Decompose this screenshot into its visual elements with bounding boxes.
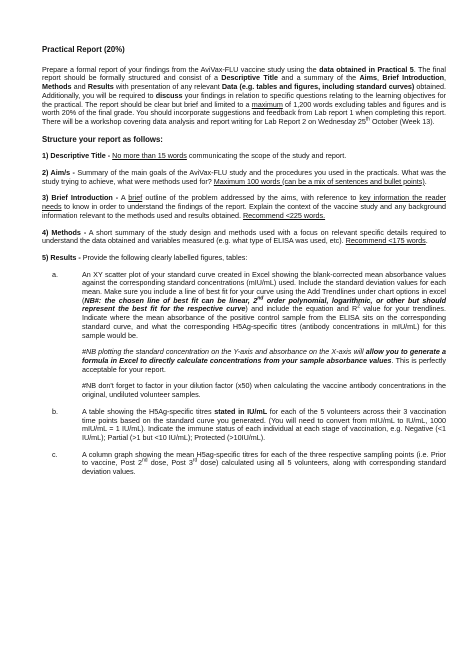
item-text: ) and include the equation and R — [245, 304, 358, 314]
section-underline: brief — [128, 193, 143, 203]
section-underline: Recommend <225 words. — [242, 210, 326, 220]
item-text: dose) calculated using all 5 volunteers, along with corresponding standard deviation values. — [82, 458, 447, 477]
item-superscript: nd — [257, 295, 264, 302]
intro-paragraph — [42, 66, 446, 127]
section-text: Summary of the main goals of the AviVax-FLU study and the procedures you used in the practicals. What was the study trying to achieve, what were methods used for? — [42, 168, 446, 186]
section-text: A — [118, 193, 129, 203]
section-underline: key information the reader needs — [42, 193, 447, 212]
item-text: dose, Post 3 — [147, 458, 193, 468]
section-text: communicating the scope of the study and report. — [186, 151, 347, 161]
note-text: . This is perfectly acceptable for your report. — [82, 355, 447, 374]
intro-text: October (Week 13). — [370, 116, 435, 126]
section-aims — [42, 169, 446, 186]
results-list — [42, 271, 446, 477]
section-text: . — [425, 236, 428, 246]
item-text: for each of the 5 volunteers across their 3 vaccination time points based on the standard curve you generated. (You will need to convert from mIU/mL to IU/mL, 1000 mIU/mL = 1 IU/mL). Indicate the immune status of each individual at each stage of vaccination, e.g. Negative (<1 IU/mL); Partial (>1 but <10 IU/mL); Protected (>10IU/mL). — [82, 406, 446, 442]
section-results — [42, 254, 446, 263]
item-italic: order polynomial, logarithmic, or other but should represent the best fit for the respective curve — [82, 295, 446, 314]
section-text: A short summary of the study design and methods used with a focus on relevant specific details required to understand the data obtained and variables measured (e.g. what type of ELISA was used, etc). — [42, 227, 447, 246]
intro-bold: Brief Introduction — [382, 73, 444, 83]
intro-text: your findings in relation to specific questions relating to the learning objectives for the practical. The report should be clear but brief and limited to a — [42, 90, 446, 109]
item-italic: NB#: the chosen line of best fit can be linear, 2 — [84, 295, 258, 305]
intro-bold: data obtained in Practical 5 — [319, 64, 414, 74]
section-underline: Recommend <175 words — [345, 236, 426, 246]
item-text: value for your trendlines. Indicate where the mean absorbance of the positive control sample from the ELISA sits on the corresponding standard curve, and what the corresponding H5Ag-specific titres (antibody concentrations in mIU/mL) for this sample would be. — [82, 304, 446, 340]
list-marker: b. — [52, 406, 58, 416]
list-item — [42, 408, 446, 443]
intro-bold: Data (e.g. tables and figures, including standard curves) — [221, 82, 415, 92]
document-page — [42, 46, 446, 485]
intro-bold: Results — [87, 82, 114, 92]
intro-text: , — [444, 73, 446, 83]
intro-superscript: th — [365, 116, 371, 123]
item-note: #NB don't forget to factor in your dilution factor (x50) when calculating the vaccine antibody concentrations in the original, undiluted volunteer samples. — [82, 381, 446, 400]
list-marker: a. — [52, 269, 58, 279]
list-item — [42, 451, 446, 477]
note-bold-italic: allow you to generate a formula in Excel to directly calculate concentrations from your sample absorbance values — [82, 347, 447, 365]
intro-text: Prepare a formal report of your findings from the AviVax-FLU vaccine study using the — [42, 64, 320, 74]
intro-text: . The final report should be formally structured and consist of a — [42, 64, 446, 83]
item-superscript: rd — [192, 457, 198, 464]
intro-bold: discuss — [155, 90, 183, 100]
item-bold: stated in IU/mL — [214, 406, 268, 416]
section-brief-introduction — [42, 194, 446, 220]
section-text: outline of the problem addressed by the aims, with reference to — [142, 193, 360, 203]
intro-bold: Aims — [359, 73, 378, 83]
structure-heading: Structure your report as follows: — [42, 134, 163, 144]
intro-text: obtained. Additionally, you will be required to — [42, 82, 446, 100]
section-heading: 2) Aim/s - — [42, 168, 75, 178]
intro-text: and — [71, 82, 88, 92]
intro-text: and a summary of the — [278, 73, 360, 83]
item-superscript: nd — [142, 457, 148, 464]
list-marker: c. — [52, 449, 58, 459]
item-text: A column graph showing the mean H5ag-specific titres for each of the three respective sampling points (i.e. Prior to vaccine, Post 2 — [82, 449, 446, 468]
section-underline: Maximum 100 words (can be a mix of sentences and bullet points) — [213, 176, 425, 186]
section-heading: 5) Results - — [42, 252, 81, 262]
section-descriptive-title — [42, 152, 446, 161]
intro-text: with presentation of any relevant — [113, 82, 222, 92]
intro-underline: maximum — [251, 99, 283, 109]
item-text: A table showing the H5Ag-specific titres — [82, 406, 215, 416]
section-heading: 3) Brief Introduction - — [42, 193, 119, 203]
section-underline: No more than 15 words — [112, 151, 187, 161]
page-title: Practical Report (20%) — [42, 45, 125, 54]
item-superscript: 2 — [357, 304, 361, 311]
note-italic: #NB plotting the standard concentration on the Y-axis and absorbance on the X-axis will — [82, 347, 366, 357]
section-heading: 4) Methods - — [42, 227, 87, 237]
section-heading: 1) Descriptive Title - — [42, 151, 113, 161]
list-item — [42, 271, 446, 400]
intro-bold: Descriptive Title — [221, 73, 279, 83]
item-text: An XY scatter plot of your standard curve created in Excel showing the blank-corrected mean absorbance values against the corresponding standard concentrations (mIU/mL) used. Include the standard deviation values for each mean. Make sure you include a line of best fit for your curve using the Add Trendlines under chart options in excel ( — [82, 269, 446, 305]
intro-text: of 1,200 words excluding tables and figures and is worth 20% of the final grade. You should incorporate suggestions and feedback from Lab report 1 when completing this report. There will be a workshop covering data analysis and report writing for Lab Report 2 on Wednesday 25 — [42, 99, 446, 126]
intro-bold: Methods — [42, 82, 72, 92]
item-note — [82, 348, 446, 374]
section-text: . — [424, 176, 427, 186]
intro-text: , — [377, 73, 383, 83]
section-text: Provide the following clearly labelled figures, tables: — [80, 252, 248, 262]
section-methods — [42, 229, 446, 246]
section-text: to know in order to understand the findings of the report. Explain the context of the vaccine study and any background information relevant to the methods used and results obtained. — [42, 202, 446, 220]
